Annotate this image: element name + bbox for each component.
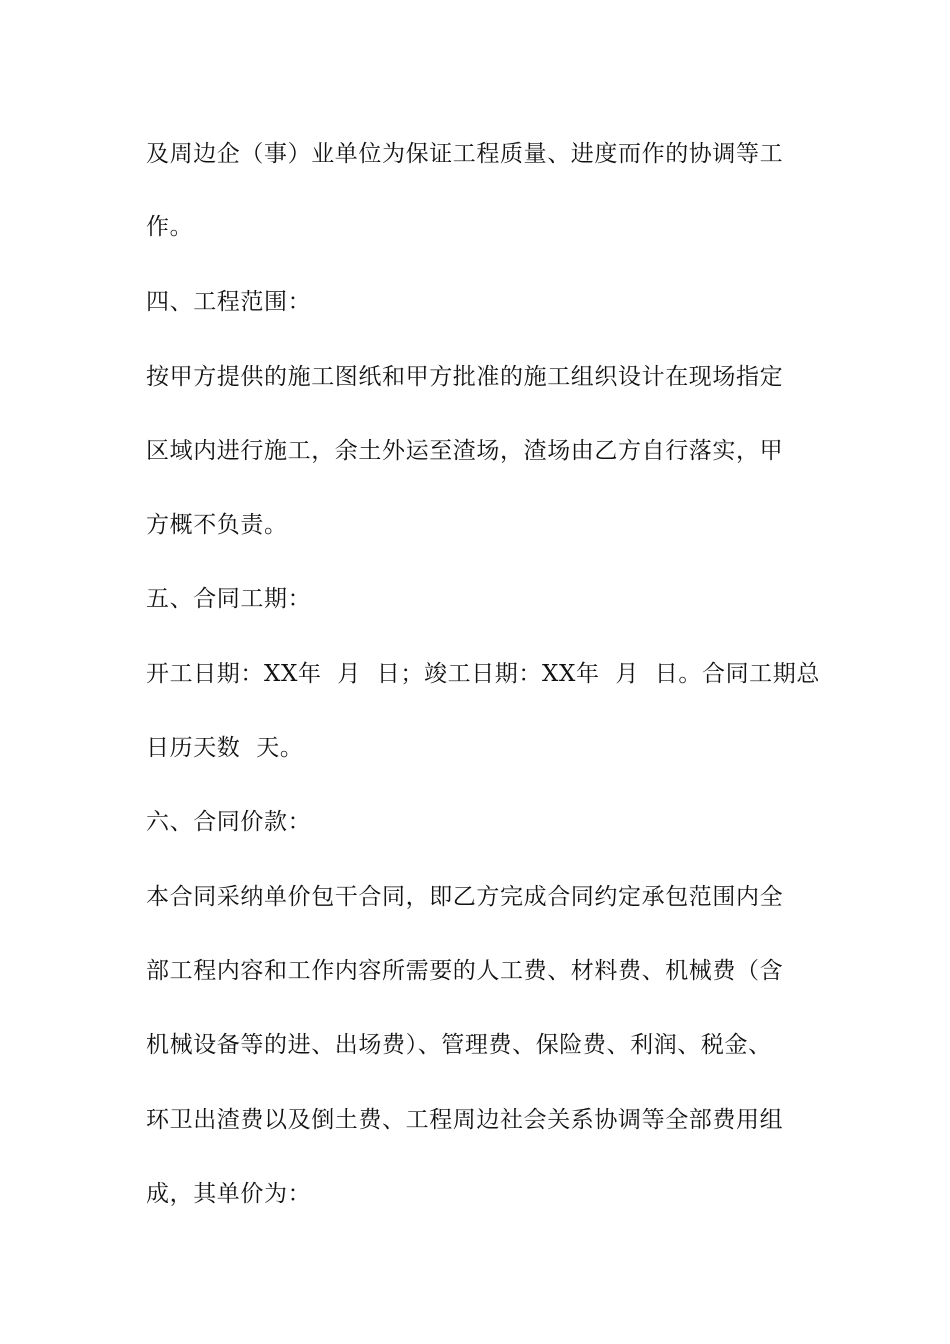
text-line: 区域内进行施工，余土外运至渣场，渣场由乙方自行落实，甲 — [146, 438, 784, 464]
text-line: 机械设备等的进、出场费）、管理费、保险费、利润、税金、 — [146, 1032, 772, 1058]
text-line: 作。 — [146, 214, 194, 240]
text-line: 本合同采纳单价包干合同，即乙方完成合同约定承包范围内全 — [146, 884, 784, 910]
text-line: 成，其单价为： — [146, 1181, 312, 1207]
text-line: 方概不负责。 — [146, 512, 288, 538]
text-line: 环卫出渣费以及倒土费、工程周边社会关系协调等全部费用组 — [146, 1107, 784, 1133]
section-heading: 五、合同工期： — [146, 586, 312, 612]
text-line: 开工日期：XX年 月 日；竣工日期：XX年 月 日。合同工期总 — [146, 661, 820, 687]
section-heading: 四、工程范围： — [146, 289, 312, 315]
text-line: 按甲方提供的施工图纸和甲方批准的施工组织设计在现场指定 — [146, 364, 784, 390]
text-line: 日历天数 天。 — [146, 735, 304, 761]
section-heading: 六、合同价款： — [146, 809, 312, 835]
text-line: 及周边企（事）业单位为保证工程质量、进度而作的协调等工 — [146, 141, 784, 167]
text-line: 部工程内容和工作内容所需要的人工费、材料费、机械费（含 — [146, 958, 784, 984]
